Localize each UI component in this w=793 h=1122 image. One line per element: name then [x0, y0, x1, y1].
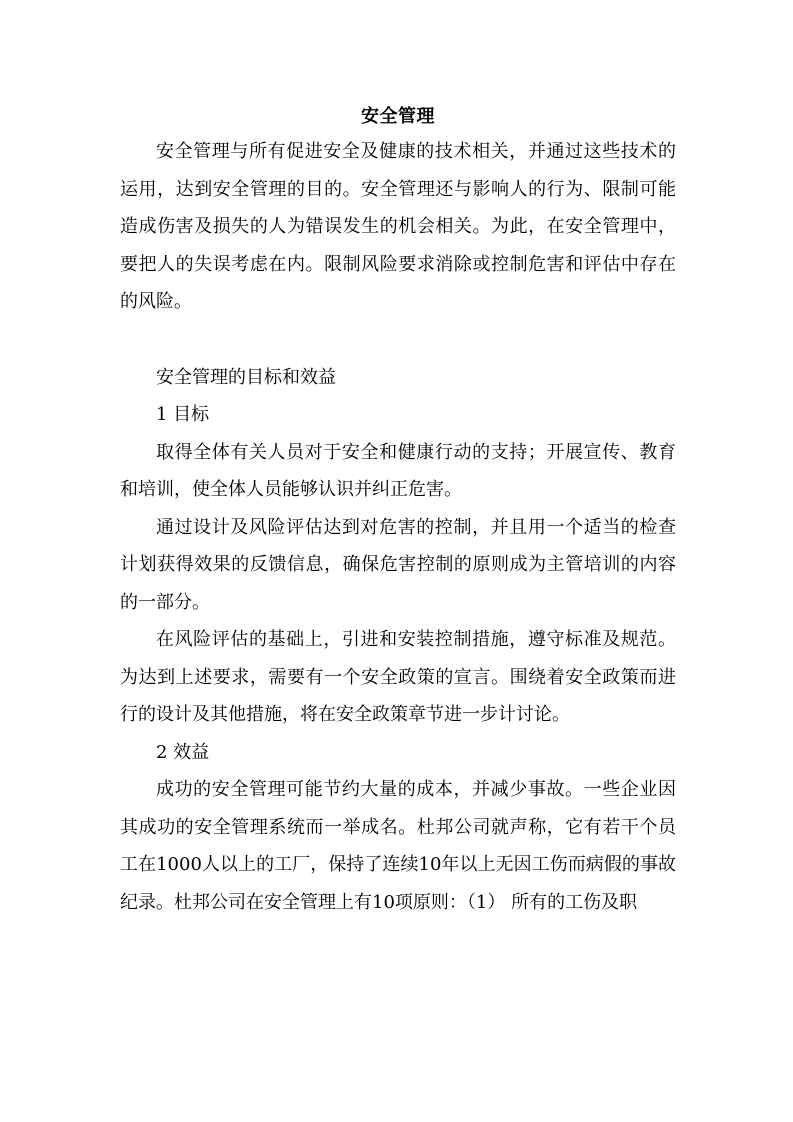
intro-paragraph: 安全管理与所有促进安全及健康的技术相关，并通过这些技术的运用，达到安全管理的目的。安全管理还与影响人的行为、限制可能造成伤害及损失的人为错误发生的机会相关。为此，在安全管理中，要把人的失误考虑在内。限制风险要求消除或控制危害和评估中存在的风险。: [120, 141, 676, 312]
subheading-benefit: 2 效益: [156, 741, 210, 763]
goal-paragraph: 通过设计及风险评估达到对危害的控制，并且用一个适当的检查计划获得效果的反馈信息，确保危害控制的原则成为主管培训的内容的一部分。: [120, 516, 676, 613]
benefit-paragraph: 成功的安全管理可能节约大量的成本，并减少事故。一些企业因其成功的安全管理系统而一举成名。杜邦公司就声称，它有若干个员工在1000人以上的工厂，保持了连续10年以上无因工伤而病假的事故纪录。杜邦公司在安全管理上有10项原则：（1） 所有的工伤及职: [120, 779, 676, 913]
goal-paragraph: 取得全体有关人员对于安全和健康行动的支持；开展宣传、教育和培训，使全体人员能够认识并纠正危害。: [120, 441, 676, 500]
document-title: 安全管理: [361, 106, 435, 127]
document-body: [120, 100, 676, 921]
goal-paragraph: 在风险评估的基础上，引进和安装控制措施，遵守标准及规范。为达到上述要求，需要有一个安全政策的宣言。围绕着安全政策而进行的设计及其他措施，将在安全政策章节进一步计讨论。: [120, 629, 676, 725]
subheading-goal: 1 目标: [156, 404, 210, 425]
blank-line: [120, 321, 676, 359]
section-heading: 安全管理的目标和效益: [156, 366, 336, 388]
